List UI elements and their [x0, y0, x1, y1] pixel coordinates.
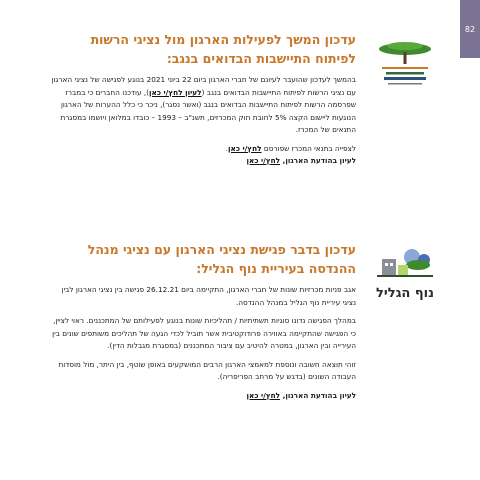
section1-tender-line: לצפייה בתנאי המכרז שפורסם לחץ/י כאן. לעיון בהודעת הארגון, לחץ/י כאן	[225, 143, 356, 165]
rashut-bedouin-tree-logo-icon	[374, 40, 436, 90]
section-nof-hagalil	[50, 240, 440, 402]
section2-link-line: לעיון בהודעת הארגון, לחץ/י כאן	[246, 390, 356, 400]
section1-body: בהמשך לעדכון שהועבר לעיונם של חברי הארגון ביום 22 ביוני 2021 בנוגע לפגישה של נציגי הארגון עם נציגי הרשות לפיתוח התיישבות הבדואים בנגב (לעיון לחץ/י כאן), עודכנו החברים כי במברז שפרסמה הרשות לפיתוח התיישבות הבדואים בנגב (ואשר נסגר), ניכר כי כלל ההערות של הארגון הנוגעות ליישום הקצה 5% לחובת חוק המכרזים, תשנ"ב – 1993 – כובדו במלואן ויושמו במסגרת התנאים של המכרז.	[51, 75, 356, 134]
page-number: 82	[464, 24, 476, 34]
section2-announcement-link[interactable]: לחץ/י כאן	[246, 390, 281, 400]
page-number-tab	[460, 0, 480, 58]
section-bedouin-authority	[50, 30, 440, 168]
section2-para1: אגב פניות מכרזיות שונות של חברי הארגון, התקיימה ביום 26.12.21 פגישה בין נציגי הארגון לבין נציגי עיריית נוף הגליל במנהל ההנדסה.	[61, 285, 356, 307]
section2-para3: זוהי תוצאה חשובה ונוספת למאמצי הארגון הרבים המושקעים באופן שוטף, בין היתר, מול מוסדות העבודה השונים (בדגש על מרחב הפריפריה).	[58, 359, 356, 381]
section2-title: עדכון בדבר פגישת נציגי הארגון עם נציגי מנהל ההנדסה בעיריית נוף הגליל:	[87, 242, 356, 276]
section1-tender-link[interactable]: לחץ/י כאן	[228, 143, 262, 153]
nof-hagalil-logo-icon	[372, 245, 438, 305]
rashut-logo	[370, 30, 440, 100]
section1-announcement-link[interactable]: לחץ/י כאן	[246, 156, 281, 165]
section1-inline-link[interactable]: לעיון לחץ/י כאן	[149, 87, 202, 97]
section1-title: עדכון המשך לפעילות הארגון מול נציגי הרשות לפיתוח התיישבות הבדואים בנגב:	[90, 32, 356, 66]
nof-hagalil-logo	[370, 240, 440, 310]
section2-para2: במהלך הפגישה נדונו סוגיות תשתיתיות / תהליכיות שונות בנוגע לפעילותם של המתכננים. ראוי לציין, כי הפגישה שהתקיימה באווירה פרודוקטיבית אשר תוביל לכדי הגעה של תהליכים משותפים שונים בין העירייה ובין הארגון, במטרה להיטיב עם ציבור המתכננים (במסגרת מגבלות הדין).	[52, 316, 356, 350]
nof-hagalil-logo-text: נוף הגליל	[376, 286, 434, 301]
